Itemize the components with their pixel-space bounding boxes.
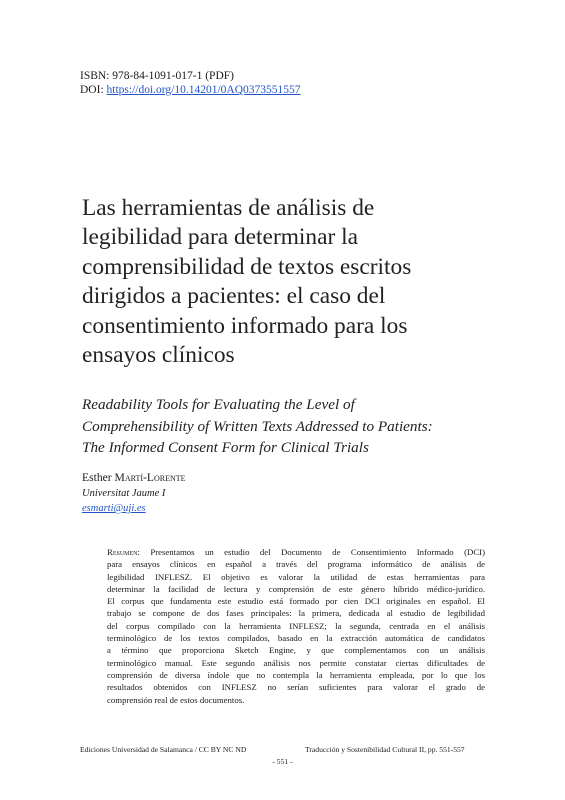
doi-label: DOI: — [80, 84, 107, 96]
footer-journal: Traducción y Sostenibilidad Cultural II, pp. 551-557 — [305, 745, 465, 754]
title-line: dirigidos a pacientes: el caso del — [82, 283, 386, 310]
email-link[interactable]: esmarti@uji.es — [82, 503, 146, 514]
title-line: ensayos clínicos — [82, 342, 235, 369]
isbn-line: ISBN: 978-84-1091-017-1 (PDF) — [80, 70, 234, 82]
abstract-line: El corpus que fundamenta este estudio está formado por cien DCI originales en español. El — [107, 596, 485, 607]
abstract-line: trabajo se compone de dos fases principales: la primera, dedicada al estudio de legibilidad — [107, 608, 485, 619]
subtitle-line: The Informed Consent Form for Clinical Trials — [82, 439, 369, 456]
title-line: Las herramientas de análisis de — [82, 195, 375, 221]
abstract-line: a término que proporciona Sketch Engine, y que complementamos con un análisis — [107, 645, 485, 656]
title-line: legibilidad para determinar la — [82, 224, 359, 251]
paper-title — [82, 194, 492, 370]
subtitle-line: Readability Tools for Evaluating the Level of — [82, 396, 355, 413]
author-name — [82, 471, 186, 484]
abstract-line: del corpus compilado con la herramienta INFLESZ; la segunda, centrada en el análisis — [107, 620, 485, 631]
abstract-line: determinar la facilidad de lectura y comprensión de este género híbrido médico-jurídico. — [107, 583, 485, 594]
author-email — [82, 503, 146, 514]
abstract-line: terminológico manual. Este segundo análisis nos permite constatar ciertas dificultades de — [107, 657, 485, 668]
abstract-line — [107, 546, 485, 558]
abstract-line: legibilidad INFLESZ. El objetivo es valorar la utilidad de estas herramientas para — [107, 571, 485, 582]
footer-publisher: Ediciones Universidad de Salamanca / CC BY NC ND — [80, 745, 247, 754]
abstract-line: para ensayos clínicos en español a través del programa informático de análisis de — [107, 559, 485, 570]
author-last-name: Martí-Lorente — [114, 471, 186, 484]
author-affiliation: Universitat Jaume I — [82, 488, 166, 499]
page-number: - 551 - — [272, 757, 293, 766]
subtitle-line: Comprehensibility of Written Texts Addressed to Patients: — [82, 417, 433, 435]
english-title — [82, 394, 502, 459]
title-line: consentimiento informado para los — [82, 312, 408, 339]
doi-link[interactable]: https://doi.org/10.14201/0AQ0373551557 — [106, 84, 301, 96]
abstract-line: comprensión de diversa índole que no contempla la herramienta empleada, por lo que los — [107, 669, 485, 680]
title-line: comprensibilidad de textos escritos — [82, 253, 412, 280]
abstract-line: resultados obtenidos con INFLESZ no serían suficientes para valorar el grado de — [107, 682, 485, 693]
abstract-first-line: Presentamos un estudio del Documento de Consentimiento Informado (DCI) — [139, 547, 485, 557]
abstract-line: comprensión real de estos documentos. — [107, 694, 245, 705]
author-first-name: Esther — [82, 471, 115, 484]
doi-line — [80, 83, 301, 98]
abstract-label: Resumen: — [107, 547, 140, 557]
abstract — [107, 546, 485, 706]
abstract-line: terminológico de los textos compilados, basado en la extracción automática de candidatos — [107, 633, 485, 644]
